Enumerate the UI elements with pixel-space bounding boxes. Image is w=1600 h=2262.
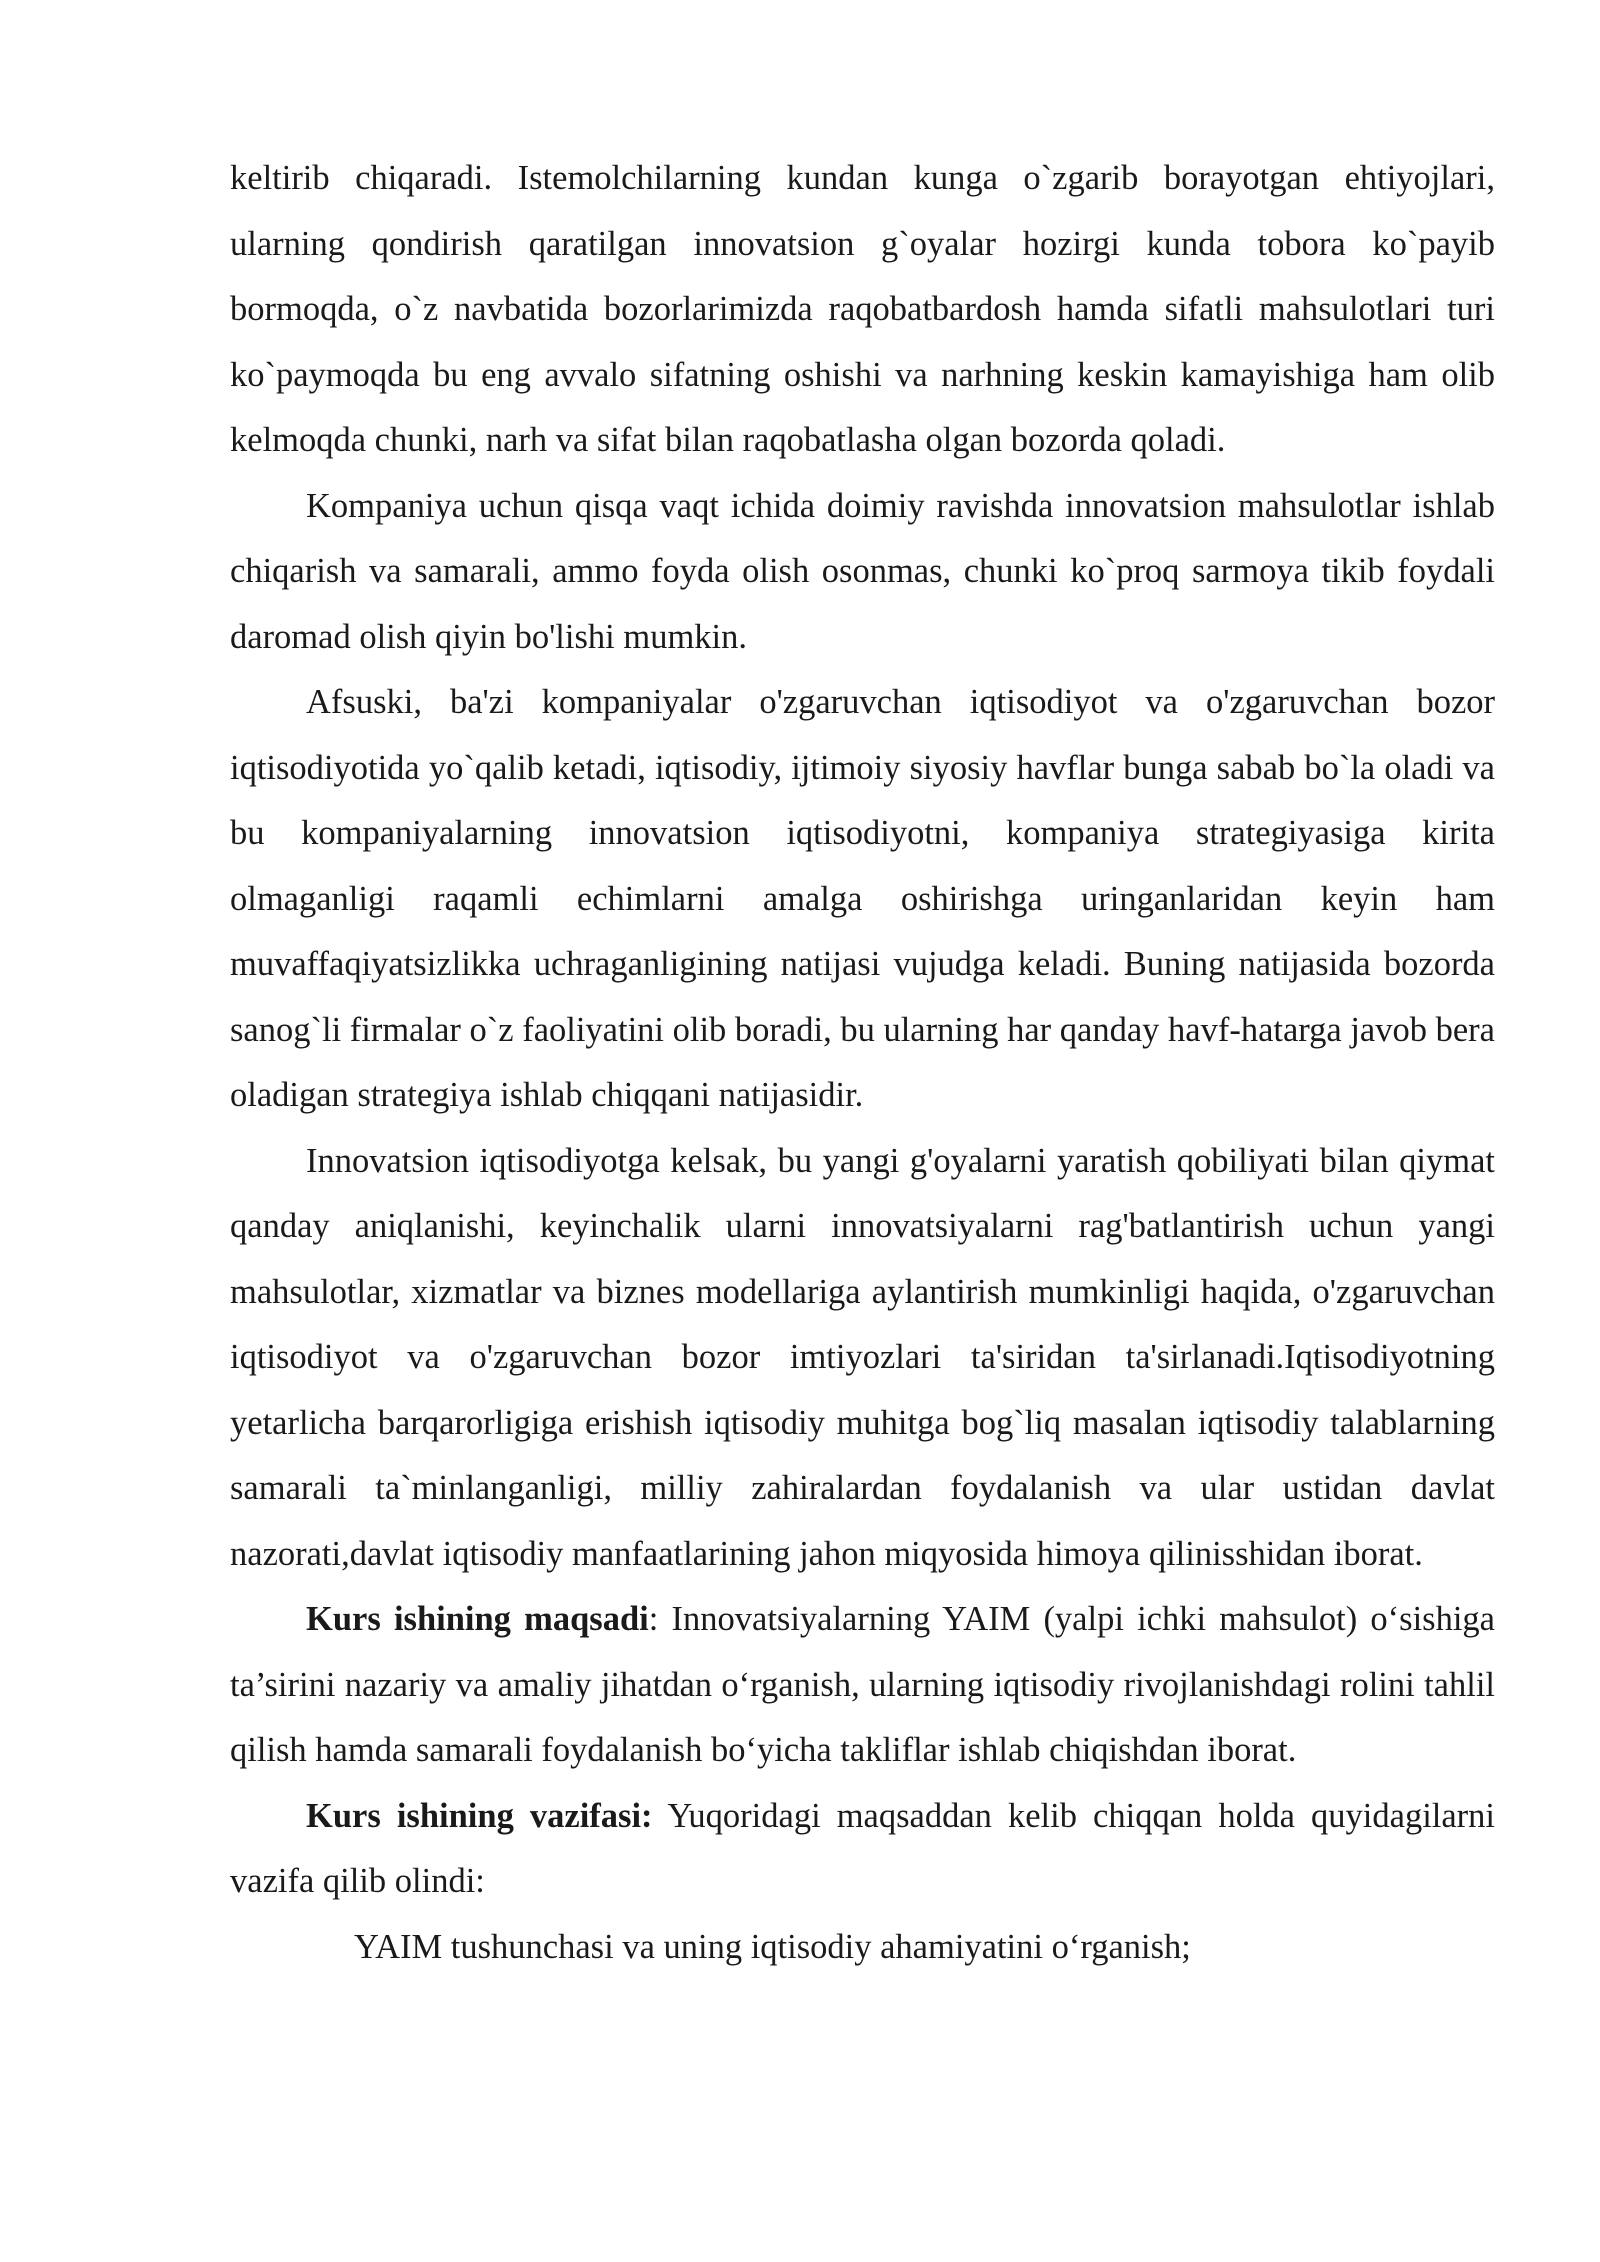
paragraph-continuation: keltirib chiqaradi. Istemolchilarning kundan kunga o`zgarib borayotgan ehtiyojlari, ularning qondirish qaratilgan innovatsion g`oyalar hozirgi kunda tobora ko`payib bormoqda, o`z navbatida bozorlarimizda raqobatbardosh hamda sifatli mahsulotlari turi ko`paymoqda bu eng avvalo sifatning oshishi va narhning keskin kamayishiga ham olib kelmoqda chunki, narh va sifat bilan raqobatlasha olgan bozorda qoladi. (230, 159, 1495, 459)
paragraph-company: Kompaniya uchun qisqa vaqt ichida doimiy ravishda innovatsion mahsulotlar ishlab chiqarish va samarali, ammo foyda olish osonmas, chunki ko`proq sarmoya tikib foydali daromad olish qiyin bo'lishi mumkin. (230, 486, 1495, 656)
task-list-item: YAIM tushunchasi va uning iqtisodiy ahamiyatini o‘rganish; (354, 1927, 1191, 1966)
course-goal-label: Kurs ishining maqsadi (306, 1600, 649, 1638)
body-text (230, 146, 1495, 1980)
course-tasks-text: Yuqoridagi maqsaddan kelib chiqqan holda quyidagilarni vazifa qilib olindi: (230, 1796, 1495, 1900)
course-tasks-label: Kurs ishining vazifasi: (306, 1796, 653, 1835)
paragraph-course-goal (230, 1587, 1495, 1784)
paragraph-course-tasks (230, 1784, 1495, 1915)
paragraph-innovation-economy: Innovatsion iqtisodiyotga kelsak, bu yangi g'oyalarni yaratish qobiliyati bilan qiymat qanday aniqlanishi, keyinchalik ularni innovatsiyalarni rag'batlantirish uchun yangi mahsulotlar, xizmatlar va biznes modellariga aylantirish mumkinligi haqida, o'zgaruvchan iqtisodiyot va o'zgaruvchan bozor imtiyozlari ta'siridan ta'sirlanadi.Iqtisodiyotning yetarlicha barqarorligiga erishish iqtisodiy muhitga bog`liq masalan iqtisodiy talablarning samarali ta`minlanganligi, milliy zahiralardan foydalanish va ular ustidan davlat nazorati,davlat iqtisodiy manfaatlarining jahon miqyosida himoya qilinisshidan iborat. (230, 1141, 1495, 1573)
paragraph-unfortunately: Afsuski, ba'zi kompaniyalar o'zgaruvchan iqtisodiyot va o'zgaruvchan bozor iqtisodiyotida yo`qalib ketadi, iqtisodiy, ijtimoiy siyosiy havflar bunga sabab bo`la oladi va bu kompaniyalarning innovatsion iqtisodiyotni, kompaniya strategiyasiga kirita olmaganligi raqamli echimlarni amalga oshirishga uringanlaridan keyin ham muvaffaqiyatsizlikka uchraganligining natijasi vujudga keladi. Buning natijasida bozorda sanog`li firmalar o`z faoliyatini olib boradi, bu ularning har qanday havf-hatarga javob bera oladigan strategiya ishlab chiqqani natijasidir. (230, 683, 1495, 1114)
course-goal-text: : Innovatsiyalarning YAIM (yalpi ichki mahsulot) o‘sishiga ta’sirini nazariy va amaliy jihatdan o‘rganish, ularning iqtisodiy rivojlanishdagi rolini tahlil qilish hamda samarali foydalanish bo‘yicha takliflar ishlab chiqishdan iborat. (230, 1600, 1495, 1769)
